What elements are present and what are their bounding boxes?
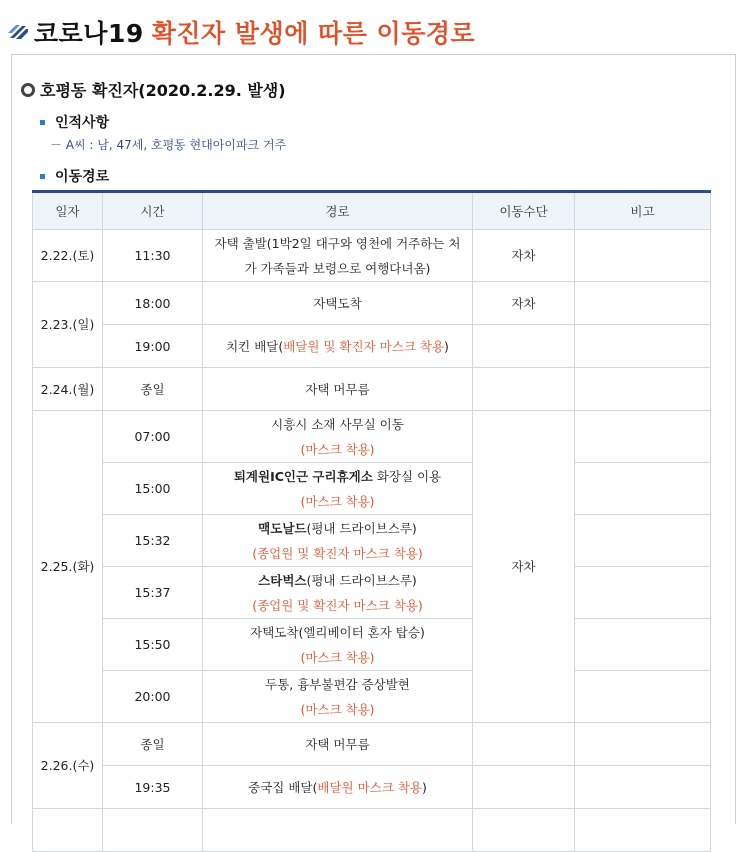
route-cell	[203, 411, 473, 463]
time-cell: 종일	[103, 723, 203, 766]
note-cell	[575, 230, 711, 282]
table-row	[33, 230, 711, 282]
header-transport: 이동수단	[473, 192, 575, 230]
route-text: 두통, 흉부불편감 증상발현	[265, 676, 410, 692]
route-text: )	[444, 338, 449, 354]
transport-cell	[473, 723, 575, 766]
route-text: 치킨 배달(	[226, 338, 284, 354]
personal-info-text: － A씨 : 남, 47세, 호평동 현대아이파크 거주	[50, 138, 287, 152]
table-row	[33, 619, 711, 671]
date-cell: 2.22.(토)	[33, 230, 103, 282]
route-cell: 자택도착	[203, 282, 473, 325]
route-cell	[203, 325, 473, 368]
time-cell: 종일	[103, 368, 203, 411]
header-route: 경로	[203, 192, 473, 230]
note-cell	[575, 723, 711, 766]
route-text: (평내 드라이브스루)	[306, 520, 417, 536]
date-cell: 2.24.(월)	[33, 368, 103, 411]
route-text: 자택도착(엘리베이터 혼자 탑승)	[250, 624, 425, 640]
route-cell: 자택 출발(1박2일 대구와 영천에 거주하는 처가 가족들과 보령으로 여행다녀옴)	[203, 230, 473, 282]
time-cell: 07:00	[103, 411, 203, 463]
time-cell: 19:00	[103, 325, 203, 368]
table-header-row	[33, 192, 711, 230]
time-cell: 20:00	[103, 671, 203, 723]
time-cell: 15:00	[103, 463, 203, 515]
table-row	[33, 671, 711, 723]
route-cell	[203, 463, 473, 515]
note-cell	[575, 515, 711, 567]
table-row	[33, 368, 711, 411]
personal-info-heading	[40, 112, 109, 132]
square-bullet-icon	[40, 120, 45, 125]
time-cell: 11:30	[103, 230, 203, 282]
route-cell	[203, 515, 473, 567]
time-cell	[103, 809, 203, 852]
note-cell	[575, 809, 711, 852]
route-cell	[203, 671, 473, 723]
title-stripes-icon	[8, 24, 28, 40]
route-cell: 자택 머무름	[203, 723, 473, 766]
mask-note: (마스크 착용)	[300, 441, 375, 457]
mask-note: (종업원 및 확진자 마스크 착용)	[252, 597, 423, 613]
header-note: 비고	[575, 192, 711, 230]
mask-note: (마스크 착용)	[300, 493, 375, 509]
mask-note: 배달원 및 확진자 마스크 착용	[283, 338, 445, 354]
table-row	[33, 567, 711, 619]
note-cell	[575, 282, 711, 325]
transport-cell	[473, 809, 575, 852]
table-row	[33, 282, 711, 325]
table-row	[33, 325, 711, 368]
table-row	[33, 723, 711, 766]
transport-cell: 자차	[473, 230, 575, 282]
route-text: )	[421, 779, 427, 795]
mask-note: (마스크 착용)	[300, 701, 375, 717]
time-cell: 18:00	[103, 282, 203, 325]
transport-cell: 자차	[473, 411, 575, 723]
transport-cell	[473, 766, 575, 809]
date-cell: 2.26.(수)	[33, 723, 103, 809]
transport-cell	[473, 368, 575, 411]
route-table	[32, 190, 711, 852]
route-cell	[203, 809, 473, 852]
time-cell: 15:32	[103, 515, 203, 567]
date-cell	[33, 809, 103, 852]
square-bullet-icon	[40, 174, 45, 179]
note-cell	[575, 567, 711, 619]
table-row	[33, 515, 711, 567]
mask-note: (종업원 및 확진자 마스크 착용)	[252, 545, 423, 561]
header-time: 시간	[103, 192, 203, 230]
header-date: 일자	[33, 192, 103, 230]
route-text: 시흥시 소재 사무실 이동	[271, 416, 404, 432]
time-cell: 19:35	[103, 766, 203, 809]
date-cell: 2.23.(일)	[33, 282, 103, 368]
place-name: 퇴계원IC인근 구리휴게소	[233, 468, 373, 484]
route-cell	[203, 567, 473, 619]
place-name: 맥도날드	[258, 520, 307, 536]
route-text: 화장실 이용	[372, 468, 442, 484]
route-cell: 자택 머무름	[203, 368, 473, 411]
table-row	[33, 809, 711, 852]
table-row	[33, 766, 711, 809]
page-title	[8, 14, 475, 50]
route-text: (평내 드라이브스루)	[306, 572, 417, 588]
title-accent: 확진자 발생에 따른 이동경로	[151, 19, 476, 48]
date-cell: 2.25.(화)	[33, 411, 103, 723]
note-cell	[575, 463, 711, 515]
note-cell	[575, 325, 711, 368]
route-cell	[203, 619, 473, 671]
note-cell	[575, 671, 711, 723]
note-cell	[575, 619, 711, 671]
section-heading-text: 호평동 확진자(2020.2.29. 발생)	[40, 81, 286, 100]
note-cell	[575, 368, 711, 411]
place-name: 스타벅스	[258, 572, 307, 588]
route-label: 이동경로	[55, 169, 110, 185]
route-cell	[203, 766, 473, 809]
section-heading	[21, 78, 286, 101]
transport-cell: 자차	[473, 282, 575, 325]
mask-note: 배달원 마스크 착용	[317, 779, 422, 795]
table-row	[33, 411, 711, 463]
personal-info-label: 인적사항	[55, 115, 110, 131]
route-heading	[40, 166, 109, 186]
transport-cell	[473, 325, 575, 368]
mask-note: (마스크 착용)	[300, 649, 375, 665]
note-cell	[575, 411, 711, 463]
note-cell	[575, 766, 711, 809]
title-prefix: 코로나19	[34, 19, 144, 48]
time-cell: 15:37	[103, 567, 203, 619]
route-text: 중국집 배달(	[248, 779, 318, 795]
circle-bullet-icon	[21, 83, 35, 97]
time-cell: 15:50	[103, 619, 203, 671]
table-row	[33, 463, 711, 515]
